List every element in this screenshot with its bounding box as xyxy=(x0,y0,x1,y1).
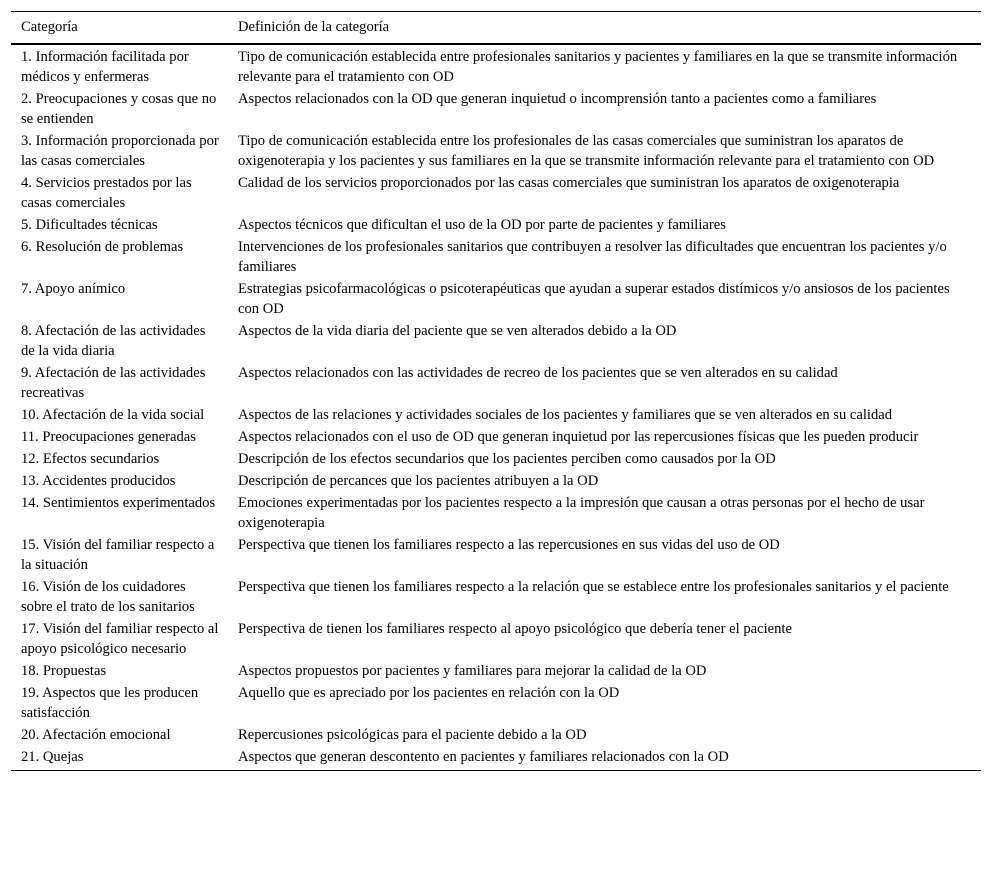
table-row xyxy=(11,426,981,448)
category-cell: 8. Afectación de las actividades de la vida diaria xyxy=(21,323,206,359)
definition-cell: Repercusiones psicológicas para el paciente debido a la OD xyxy=(238,727,587,743)
category-cell: 12. Efectos secundarios xyxy=(21,451,160,467)
definition-cell: Intervenciones de los profesionales sanitarios que contribuyen a resolver las dificultades que encuentran los pacientes y/o familiares xyxy=(238,239,947,275)
table-row xyxy=(11,724,981,746)
category-cell: 3. Información proporcionada por las casas comerciales xyxy=(21,133,219,169)
category-cell: 2. Preocupaciones y cosas que no se entienden xyxy=(21,91,217,127)
definition-cell: Perspectiva que tienen los familiares respecto a las repercusiones en sus vidas del uso de OD xyxy=(238,537,780,553)
category-cell: 1. Información facilitada por médicos y enfermeras xyxy=(21,49,189,85)
definition-cell: Aspectos de las relaciones y actividades sociales de los pacientes y familiares que se ven alterados en su calidad xyxy=(238,407,893,423)
table-row xyxy=(11,214,981,236)
category-cell: 13. Accidentes producidos xyxy=(21,473,176,489)
table-row xyxy=(11,320,981,362)
definition-cell: Aspectos relacionados con la OD que generan inquietud o incomprensión tanto a pacientes como a familiares xyxy=(238,91,877,107)
table-row xyxy=(11,362,981,404)
header-category: Categoría xyxy=(11,12,228,45)
table-row xyxy=(11,172,981,214)
table-row xyxy=(11,492,981,534)
table-body xyxy=(11,44,981,771)
definition-cell: Aquello que es apreciado por los pacientes en relación con la OD xyxy=(238,685,620,701)
definition-cell: Descripción de percances que los pacientes atribuyen a la OD xyxy=(238,473,599,489)
table-row xyxy=(11,618,981,660)
category-cell: 15. Visión del familiar respecto a la situación xyxy=(21,537,215,573)
definition-cell: Calidad de los servicios proporcionados por las casas comerciales que suministran los aparatos de oxigenoterapia xyxy=(238,175,900,191)
table-row xyxy=(11,44,981,88)
category-cell: 11. Preocupaciones generadas xyxy=(21,429,196,445)
table-header xyxy=(11,12,981,45)
category-cell: 5. Dificultades técnicas xyxy=(21,217,158,233)
definition-cell: Estrategias psicofarmacológicas o psicoterapéuticas que ayudan a superar estados distímicos y/o ansiosos de los pacientes con OD xyxy=(238,281,950,317)
table-row xyxy=(11,534,981,576)
category-cell: 21. Quejas xyxy=(11,746,228,771)
table-row xyxy=(11,576,981,618)
table-row xyxy=(11,278,981,320)
category-cell: 14. Sentimientos experimentados xyxy=(21,495,216,511)
table-row xyxy=(11,682,981,724)
definition-cell: Aspectos de la vida diaria del paciente que se ven alterados debido a la OD xyxy=(238,323,677,339)
table-row xyxy=(11,130,981,172)
category-cell: 7. Apoyo anímico xyxy=(21,281,126,297)
category-cell: 17. Visión del familiar respecto al apoyo psicológico necesario xyxy=(21,621,219,657)
definition-cell: Tipo de comunicación establecida entre profesionales sanitarios y pacientes y familiares en la que se transmite información relevante para el tratamiento con OD xyxy=(238,49,958,85)
definition-cell: Perspectiva que tienen los familiares respecto a la relación que se establece entre los profesionales sanitarios y el paciente xyxy=(238,579,949,595)
category-cell: 18. Propuestas xyxy=(21,663,107,679)
category-cell: 6. Resolución de problemas xyxy=(21,239,184,255)
category-cell: 16. Visión de los cuidadores sobre el trato de los sanitarios xyxy=(21,579,195,615)
table-row xyxy=(11,448,981,470)
definition-cell: Perspectiva de tienen los familiares respecto al apoyo psicológico que debería tener el paciente xyxy=(238,621,792,637)
definition-cell: Aspectos que generan descontento en pacientes y familiares relacionados con la OD xyxy=(228,746,981,771)
definition-cell: Descripción de los efectos secundarios que los pacientes perciben como causados por la OD xyxy=(238,451,776,467)
category-cell: 4. Servicios prestados por las casas comerciales xyxy=(21,175,192,211)
category-table xyxy=(11,11,981,771)
definition-cell: Emociones experimentadas por los pacientes respecto a la impresión que causan a otras personas por el hecho de usar oxigenoterapia xyxy=(238,495,925,531)
definition-cell: Aspectos propuestos por pacientes y familiares para mejorar la calidad de la OD xyxy=(238,663,707,679)
definition-cell: Aspectos técnicos que dificultan el uso de la OD por parte de pacientes y familiares xyxy=(238,217,726,233)
category-cell: 19. Aspectos que les producen satisfacción xyxy=(21,685,199,721)
category-cell: 10. Afectación de la vida social xyxy=(21,407,205,423)
category-cell: 20. Afectación emocional xyxy=(21,727,171,743)
table-row xyxy=(11,236,981,278)
definition-cell: Tipo de comunicación establecida entre los profesionales de las casas comerciales que suministran los aparatos de oxigenoterapia y los pacientes y sus familiares en la que se transmite información relevante para el tratamiento con OD xyxy=(238,133,935,169)
table-row xyxy=(11,470,981,492)
table-row xyxy=(11,660,981,682)
category-cell: 9. Afectación de las actividades recreativas xyxy=(21,365,206,401)
table-row xyxy=(11,746,981,771)
header-row xyxy=(11,12,981,45)
table-row xyxy=(11,404,981,426)
header-definition: Definición de la categoría xyxy=(228,12,981,45)
definition-cell: Aspectos relacionados con el uso de OD que generan inquietud por las repercusiones físicas que les pueden producir xyxy=(238,429,919,445)
table-row xyxy=(11,88,981,130)
definition-cell: Aspectos relacionados con las actividades de recreo de los pacientes que se ven alterados en su calidad xyxy=(238,365,838,381)
